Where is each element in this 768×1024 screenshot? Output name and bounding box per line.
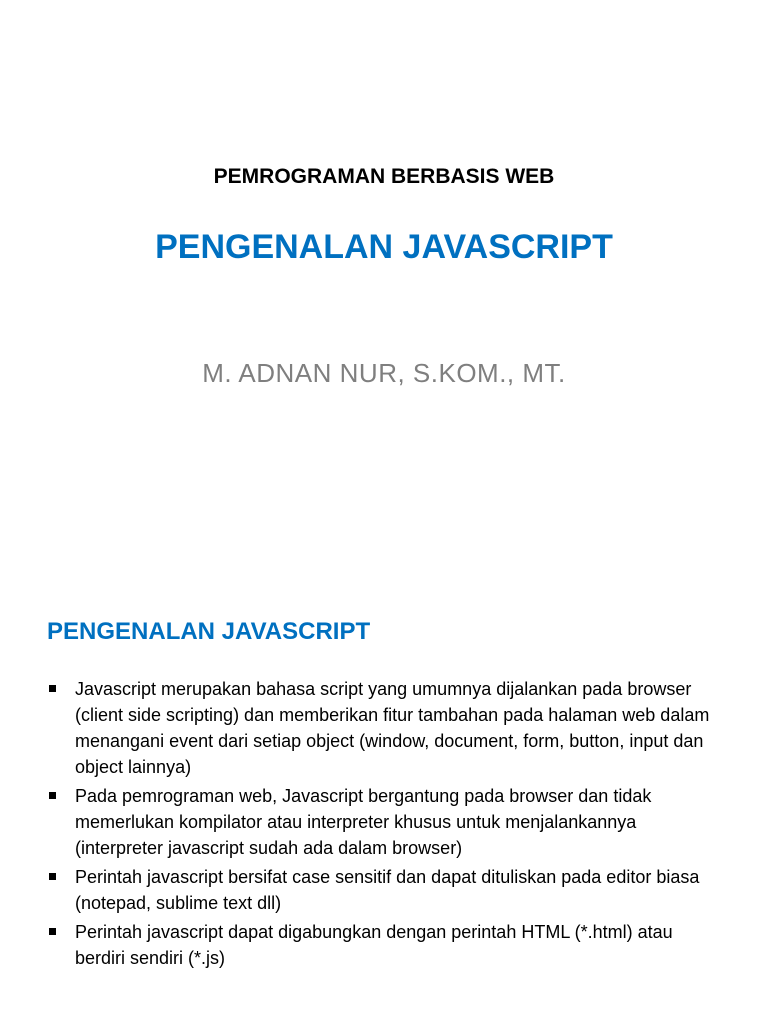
bullet-item: [47, 919, 727, 971]
author-name: M. ADNAN NUR, S.KOM., MT.: [202, 358, 566, 388]
bullet-text: Perintah javascript bersifat case sensitif dan dapat dituliskan pada editor biasa (notepad, sublime text dll): [75, 867, 700, 913]
content-slide: [0, 576, 768, 1024]
bullet-list: [47, 676, 727, 974]
bullet-text: Perintah javascript dapat digabungkan dengan perintah HTML (*.html) atau berdiri sendiri (*.js): [75, 922, 673, 968]
bullet-item: [47, 676, 727, 780]
bullet-text: Javascript merupakan bahasa script yang umumnya dijalankan pada browser (client side scripting) dan memberikan fitur tambahan pada halaman web dalam menangani event dari setiap object (window, document, form, button, input dan object lainnya): [75, 679, 710, 777]
presentation-title: PENGENALAN JAVASCRIPT: [155, 228, 613, 266]
bullet-item: [47, 783, 727, 861]
course-title: PEMROGRAMAN BERBASIS WEB: [213, 165, 555, 188]
square-bullet-icon: [49, 685, 56, 692]
bullet-item: [47, 864, 727, 916]
slide-heading: PENGENALAN JAVASCRIPT: [47, 618, 371, 645]
bullet-text: Pada pemrograman web, Javascript bergantung pada browser dan tidak memerlukan kompilator atau interpreter khusus untuk menjalankannya (interpreter javascript sudah ada dalam browser): [75, 786, 652, 858]
square-bullet-icon: [49, 928, 56, 935]
square-bullet-icon: [49, 873, 56, 880]
square-bullet-icon: [49, 792, 56, 799]
